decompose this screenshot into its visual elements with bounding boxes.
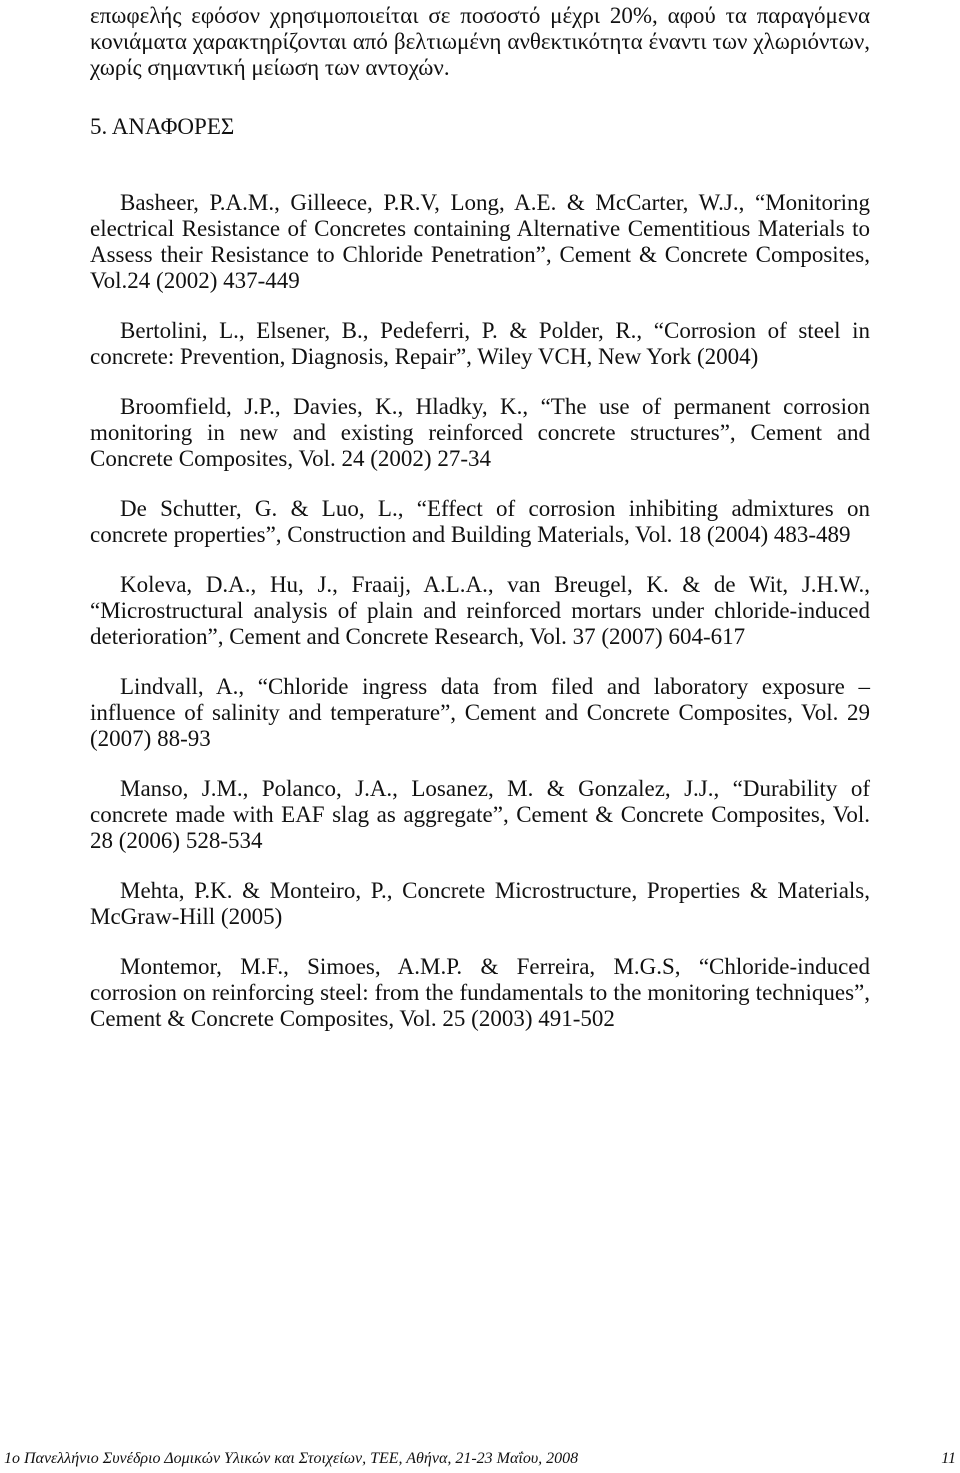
reference-item: Manso, J.M., Polanco, J.A., Losanez, M. & Gonzalez, J.J., “Durability of concrete made with EAF slag as aggregate”, Cement & Concrete Composites, Vol. 28 (2006) 528-534 [90,776,870,853]
reference-item: Montemor, M.F., Simoes, A.M.P. & Ferreira, M.G.S, “Chloride-induced corrosion on reinforcing steel: from the fundamentals to the monitoring techniques”, Cement & Concrete Composites, Vol. 25 (2003) 491-502 [90,954,870,1031]
reference-item: Bertolini, L., Elsener, B., Pedeferri, P. & Polder, R., “Corrosion of steel in concrete: Prevention, Diagnosis, Repair”, Wiley VCH, New York (2004) [90,318,870,369]
reference-item: Koleva, D.A., Hu, J., Fraaij, A.L.A., van Breugel, K. & de Wit, J.H.W., “Microstructural analysis of plain and reinforced mortars under chloride-induced deterioration”, Cement and Concrete Research, Vol. 37 (2007) 604-617 [90,572,870,649]
section-heading-references: 5. ΑΝΑΦΟΡΕΣ [90,114,235,139]
reference-item: De Schutter, G. & Luo, L., “Effect of corrosion inhibiting admixtures on concrete properties”, Construction and Building Materials, Vol. 18 (2004) 483-489 [90,496,870,547]
reference-item: Lindvall, A., “Chloride ingress data from filed and laboratory exposure – influence of salinity and temperature”, Cement and Concrete Composites, Vol. 29 (2007) 88-93 [90,674,870,751]
footer-conference-text: 1ο Πανελλήνιο Συνέδριο Δομικών Υλικών και Στοιχείων, ΤΕΕ, Αθήνα, 21-23 Μαΐου, 2008 [4,1450,579,1467]
reference-item: Broomfield, J.P., Davies, K., Hladky, K., “The use of permanent corrosion monitoring in new and existing reinforced concrete structures”, Cement and Concrete Composites, Vol. 24 (2002) 27-34 [90,394,870,471]
page-number: 11 [941,1450,956,1467]
page-footer [0,1448,960,1473]
reference-list [90,190,870,1056]
reference-item: Mehta, P.K. & Monteiro, P., Concrete Microstructure, Properties & Materials, McGraw-Hill (2005) [90,878,870,929]
intro-paragraph: επωφελής εφόσον χρησιμοποιείται σε ποσοστό μέχρι 20%, αφού τα παραγόμενα κονιάματα χαρακτηρίζονται από βελτιωμένη ανθεκτικότητα έναντι των χλωριόντων, χωρίς σημαντική μείωση των αντοχών. [90,3,870,80]
reference-item: Basheer, P.A.M., Gilleece, P.R.V, Long, A.E. & McCarter, W.J., “Monitoring electrical Resistance of Concretes containing Alternative Cementitious Materials to Assess their Resistance to Chloride Penetration”, Cement & Concrete Composites, Vol.24 (2002) 437-449 [90,190,870,293]
